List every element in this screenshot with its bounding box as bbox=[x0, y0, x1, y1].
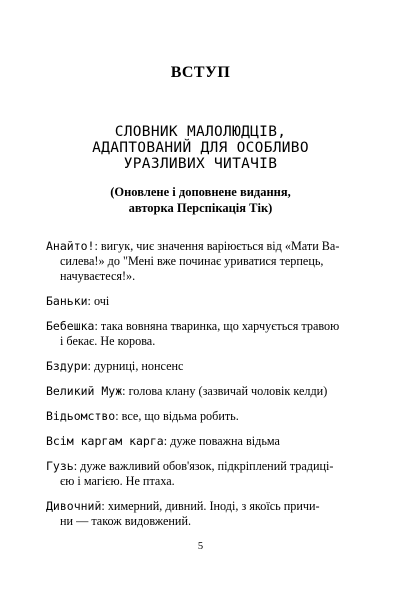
entry-definition: і бекає. Не корова. bbox=[60, 334, 156, 348]
dictionary-entry bbox=[46, 459, 362, 489]
entry-term: Баньки bbox=[46, 294, 88, 308]
dictionary-title-line: УРАЗЛИВИХ ЧИТАЧІВ bbox=[123, 156, 278, 172]
entry-definition: : така вовняна тваринка, що харчується травою bbox=[94, 319, 340, 333]
edition-note-line: (Оновлене і доповнене видання, bbox=[110, 185, 291, 199]
entry-term: Дивочний bbox=[46, 499, 102, 513]
entry-definition: : все, що відьма робить. bbox=[115, 409, 239, 423]
entry-term: Бебешка bbox=[46, 319, 95, 333]
entry-term: Анайто! bbox=[46, 239, 95, 253]
dictionary-entry bbox=[46, 409, 362, 424]
entry-definition: : очі bbox=[87, 294, 110, 308]
edition-note-line: авторка Перспікація Тік) bbox=[128, 201, 273, 215]
entry-definition: начуваєтеся!». bbox=[60, 269, 136, 283]
page-number: 5 bbox=[197, 541, 204, 552]
dictionary-entries bbox=[46, 239, 362, 539]
entry-definition: єю і магією. Не птаха. bbox=[60, 474, 175, 488]
entry-term: Великий Муж bbox=[46, 384, 123, 398]
dictionary-entry bbox=[46, 319, 362, 349]
dictionary-entry bbox=[46, 359, 362, 374]
dictionary-entry bbox=[46, 434, 362, 449]
entry-definition: : химерний, дивний. Іноді, з якоїсь причи- bbox=[101, 499, 320, 513]
edition-note bbox=[40, 184, 361, 216]
entry-definition: ни — також видовжений. bbox=[60, 514, 192, 528]
entry-term: Відьомство bbox=[46, 409, 116, 423]
entry-definition: : дуже поважна відьма bbox=[163, 434, 280, 448]
dictionary-entry bbox=[46, 384, 362, 399]
section-title: ВСТУП bbox=[170, 64, 231, 81]
entry-term: Гузь bbox=[46, 459, 74, 473]
entry-term: Всім каргам карга bbox=[46, 434, 164, 448]
dictionary-entry bbox=[46, 239, 362, 284]
entry-definition: : голова клану (зазвичай чоловік келди) bbox=[122, 384, 328, 398]
entry-term: Бздури bbox=[46, 359, 88, 373]
entry-definition: : дуже важливий обов'язок, підкріплений традиці- bbox=[73, 459, 334, 473]
dictionary-entry bbox=[46, 499, 362, 529]
dictionary-title-line: АДАПТОВАНИЙ ДЛЯ ОСОБЛИВО bbox=[92, 140, 309, 156]
dictionary-title-line: СЛОВНИК МАЛОЛЮДЦІВ, bbox=[114, 124, 287, 140]
entry-definition: силева!» до "Мені вже починає уриватися терпець, bbox=[60, 254, 324, 268]
dictionary-title bbox=[40, 124, 361, 172]
entry-definition: : дурниці, нонсенс bbox=[87, 359, 184, 373]
entry-definition: : вигук, чиє значення варіюється від «Мати Ва- bbox=[94, 239, 340, 253]
dictionary-entry bbox=[46, 294, 362, 309]
